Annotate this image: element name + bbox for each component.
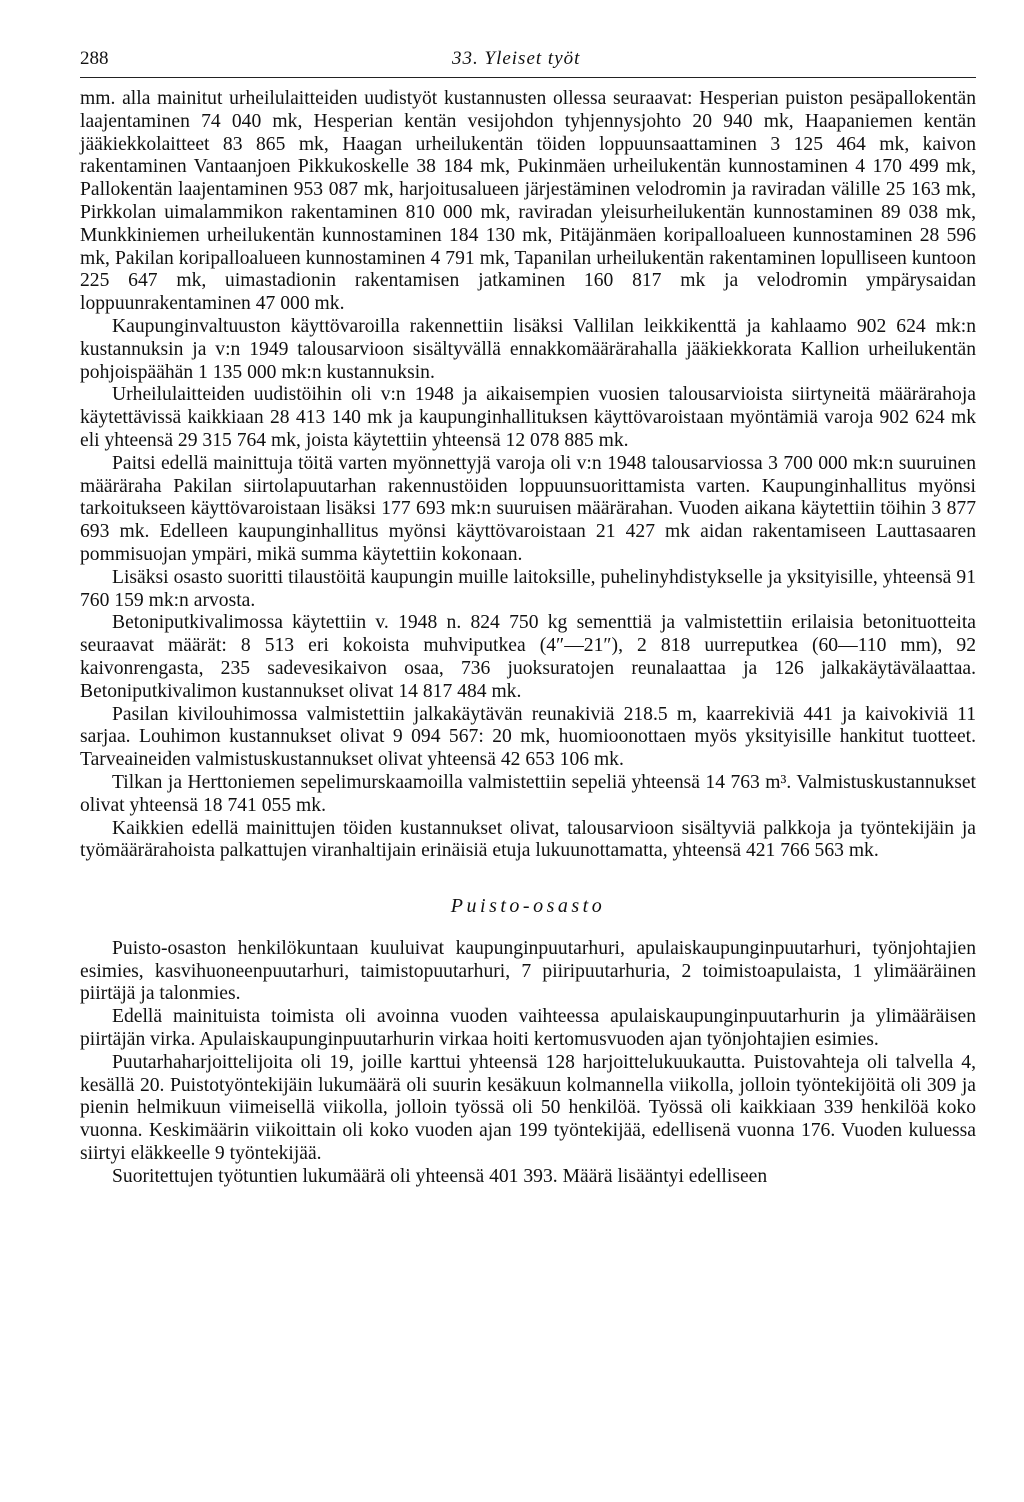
header-rule (80, 77, 976, 78)
paragraph: Kaupunginvaltuuston käyttövaroilla rakennettiin lisäksi Vallilan leikkikenttä ja kahlaamo 902 624 mk:n kustannuksin ja v:n 1949 talousarvioon sisältyvällä ennakkomäärärahalla jääkiekkorata Kallion urheilukentän pohjoispäähän 1 135 000 mk:n kustannuksin. (80, 315, 976, 383)
paragraph: Paitsi edellä mainittuja töitä varten myönnettyjä varoja oli v:n 1948 talousarviossa 3 700 000 mk:n suuruinen määräraha Pakilan siirtolapuutarhan rakennustöiden loppuunsuorittamista varten. Kaupunginhallitus myönsi tarkoitukseen käyttövaroistaan lisäksi 177 693 mk:n suuruisen määrärahan. Vuoden aikana käytettiin töihin 3 877 693 mk. Edelleen kaupunginhallitus myönsi käyttövaroistaan 21 427 mk aidan rakentamiseen Lauttasaaren pommisuojan ympäri, mikä summa käytettiin kokonaan. (80, 452, 976, 565)
body-text (80, 88, 976, 1189)
paragraph: Puutarhaharjoittelijoita oli 19, joille karttui yhteensä 128 harjoittelukuukautta. Puistovahteja oli talvella 4, kesällä 20. Puistotyöntekijäin lukumäärä oli suurin kesäkuun kolmannella viikolla, jolloin työntekijöitä oli 309 ja pienin helmikuun viimeisellä viikolla, jolloin työssä oli 50 henkilöä. Työssä oli kaikkiaan 339 henkilöä koko vuonna. Keskimäärin viikoittain oli koko vuoden ajan 199 työntekijää, edellisenä vuonna 176. Vuoden kuluessa siirtyi eläkkeelle 9 työntekijää. (80, 1051, 976, 1165)
page-header (80, 48, 976, 78)
paragraph: Tilkan ja Herttoniemen sepelimurskaamoilla valmistettiin sepeliä yhteensä 14 763 m³. Valmistuskustannukset olivat yhteensä 18 741 055 mk. (80, 771, 976, 816)
paragraph: Pasilan kivilouhimossa valmistettiin jalkakäytävän reunakiviä 218.5 m, kaarrekiviä 441 ja kaivokiviä 11 sarjaa. Louhimon kustannukset olivat 9 094 567: 20 mk, huomioonottaen myös yksityisille hankitut tuotteet. Tarveaineiden valmistuskustannukset olivat yhteensä 42 653 106 mk. (80, 703, 976, 771)
paragraph: Edellä mainituista toimista oli avoinna vuoden vaihteessa apulaiskaupunginpuutarhurin ja ylimääräisen piirtäjän virka. Apulaiskaupunginpuutarhurin virkaa hoiti kertomusvuoden ajan työnjohtajien esimies. (80, 1006, 976, 1051)
paragraph: Lisäksi osasto suoritti tilaustöitä kaupungin muille laitoksille, puhelinyhdistykselle ja yksityisille, yhteensä 91 760 159 mk:n arvosta. (80, 566, 976, 611)
paragraph: Kaikkien edellä mainittujen töiden kustannukset olivat, talousarvioon sisältyviä palkkoja ja työntekijäin ja työmäärärahoista palkattujen viranhaltijain erinäisiä etuja lukuunottamatta, yhteensä 421 766 563 mk. (80, 817, 976, 862)
running-head: 33. Yleiset työt (452, 48, 581, 69)
paragraph: Suoritettujen työtuntien lukumäärä oli yhteensä 401 393. Määrä lisääntyi edelliseen (112, 1165, 768, 1187)
paragraph: mm. alla mainitut urheilulaitteiden uudistyöt kustannusten ollessa seuraavat: Hesperian puiston pesäpallokentän laajentaminen 74 040 mk, Hesperian kentän vesijohdon tyhjennysjohto 20 940 mk, Haapaniemen kentän jääkiekkolaitteet 83 865 mk, Haagan urheilukentän töiden loppuunsaattaminen 3 125 464 mk, kaivon rakentaminen Vantaanjoen Pikkukoskelle 38 184 mk, Pukinmäen urheilukentän kunnostaminen 4 170 499 mk, Pallokentän laajentaminen 953 087 mk, harjoitusalueen järjestäminen velodromin ja raviradan välille 25 163 mk, Pirkkolan uimalammikon rakentaminen 810 000 mk, raviradan yleisurheilukentän kunnostaminen 89 038 mk, Munkkiniemen urheilukentän kunnostaminen 184 130 mk, Pitäjänmäen koripalloalueen kunnostaminen 28 596 mk, Pakilan koripalloalueen kunnostaminen 4 791 mk, Tapanilan urheilukentän rakentaminen lopulliseen kuntoon 225 647 mk, uimastadionin rakentamisen jatkaminen 160 817 mk ja velodromin ympärysaidan loppuunrakentaminen 47 000 mk. (80, 88, 976, 315)
page-number: 288 (80, 48, 109, 69)
paragraph: Betoniputkivalimossa käytettiin v. 1948 n. 824 750 kg sementtiä ja valmistettiin erilaisia betonituotteita seuraavat määrät: 8 513 eri kokoista muhviputkea (4″—21″), 2 818 uurreputkea (60—110 mm), 92 kaivonrengasta, 235 sadevesikaivon osaa, 736 juoksuratojen reunalaattaa ja 126 jalkakäytävälaattaa. Betoniputkivalimon kustannukset olivat 14 817 484 mk. (80, 612, 976, 702)
paragraph: Puisto-osaston henkilökuntaan kuuluivat kaupunginpuutarhuri, apulaiskaupunginpuutarhuri, työnjohtajien esimies, kasvihuoneenpuutarhuri, taimistopuutarhuri, 7 piiripuutarhuria, 2 toimistoapulaista, 1 ylimääräinen piirtäjä ja talonmies. (80, 937, 976, 1005)
paragraph: Urheilulaitteiden uudistöihin oli v:n 1948 ja aikaisempien vuosien talousarvioista siirtyneitä määrärahoja käytettävissä kaikkiaan 28 413 140 mk ja kaupunginhallituksen käyttövaroistaan myöntämiä varoja 902 624 mk eli yhteensä 29 315 764 mk, joista käytettiin yhteensä 12 078 885 mk. (80, 384, 976, 451)
section-title: Puisto-osasto (450, 895, 606, 918)
